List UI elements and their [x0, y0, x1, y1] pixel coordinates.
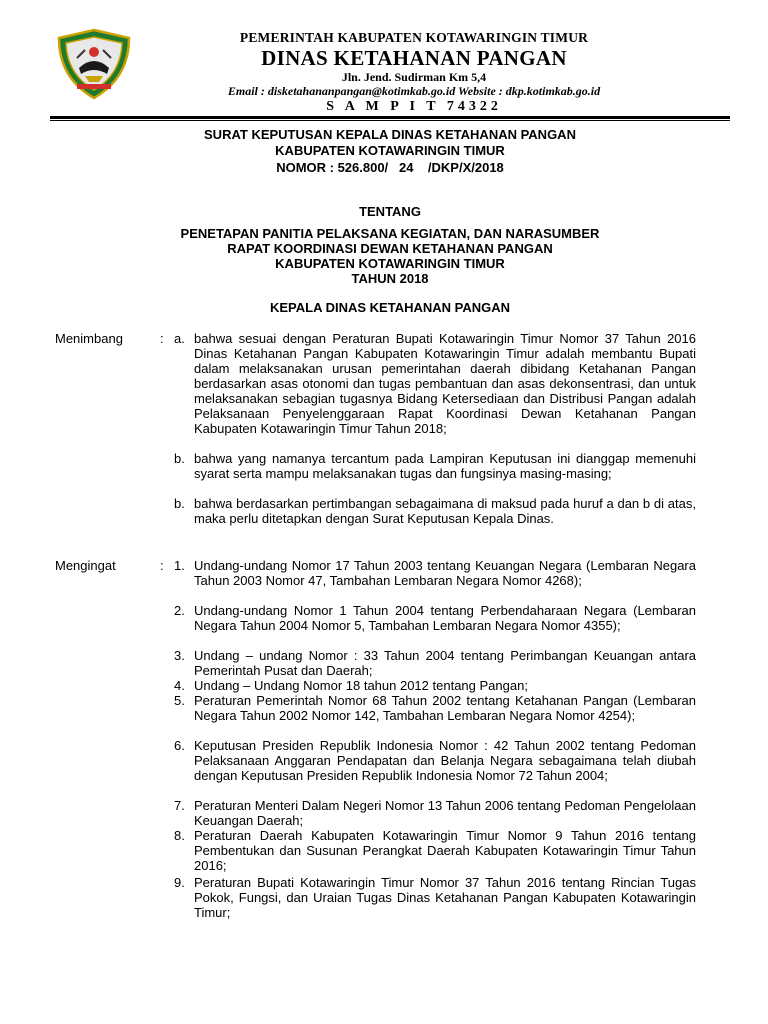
list-item-text: Peraturan Menteri Dalam Negeri Nomor 13 Tahun 2006 tentang Pedoman Pengelolaan Keuangan Daerah;	[194, 798, 696, 828]
list-item-text: Peraturan Daerah Kabupaten Kotawaringin Timur Nomor 9 Tahun 2016 tentang Pembentukan dan Susunan Perangkat Daerah Kabupaten Kotawaringin Timur Tahun 2016;	[194, 828, 696, 873]
menimbang-item	[174, 496, 696, 526]
list-item-text: Peraturan Bupati Kotawaringin Timur Nomor 37 Tahun 2016 tentang Rincian Tugas Pokok, Fungsi, dan Uraian Tugas Dinas Ketahanan Pangan Kabupaten Kotawaringin Timur;	[194, 875, 696, 920]
letterhead	[0, 0, 768, 112]
mengingat-item	[174, 678, 696, 693]
about-line3: KABUPATEN KOTAWARINGIN TIMUR	[275, 256, 505, 271]
regency-emblem-icon	[55, 28, 133, 100]
letterhead-contact: Email : disketahananpangan@kotimkab.go.id Website : dkp.kotimkab.go.id	[227, 84, 601, 98]
menimbang-label: Menimbang	[55, 331, 123, 346]
list-item-text: bahwa sesuai dengan Peraturan Bupati Kotawaringin Timur Nomor 37 Tahun 2016 Dinas Ketahanan Pangan Kabupaten Kotawaringin Timur adalah membantu Bupati dalam melaksanakan urusan pemerintahan daerah dibidang Ketahanan Pangan berdasarkan asas otonomi dan tugas pembantuan dan asas dekonsentrasi, dan untuk melaksanakan sebagian tugasnya Bidang Ketersediaan dan Distribusi Pangan adalah Pelaksanaan Penyelenggaraan Rapat Koordinasi Dewan Ketahanan Pangan Kabupaten Kotawaringin Timur Tahun 2018;	[194, 331, 696, 436]
decree-title-line2: KABUPATEN KOTAWARINGIN TIMUR	[275, 143, 505, 158]
about-line1: PENETAPAN PANITIA PELAKSANA KEGIATAN, DAN NARASUMBER	[180, 226, 600, 241]
list-marker: a.	[174, 331, 185, 346]
list-marker: b.	[174, 451, 185, 466]
mengingat-item	[174, 558, 696, 588]
mengingat-item	[174, 648, 696, 678]
list-marker: 6.	[174, 738, 185, 753]
about-line4: TAHUN 2018	[351, 271, 429, 286]
mengingat-item	[174, 693, 696, 723]
mengingat-item	[174, 603, 696, 633]
letterhead-divider-thin	[50, 120, 730, 121]
list-marker: 1.	[174, 558, 185, 573]
mengingat-item	[174, 828, 696, 873]
list-item-text: Undang – undang Nomor : 33 Tahun 2004 tentang Perimbangan Keuangan antara Pemerintah Pusat dan Daerah;	[194, 648, 696, 678]
about-line2: RAPAT KOORDINASI DEWAN KETAHANAN PANGAN	[227, 241, 553, 256]
letterhead-address: Jln. Jend. Sudirman Km 5,4	[341, 70, 487, 84]
list-marker: 8.	[174, 828, 185, 843]
letterhead-city: S A M P I T 74322	[326, 99, 502, 114]
decree-title-line1: SURAT KEPUTUSAN KEPALA DINAS KETAHANAN PANGAN	[204, 127, 576, 142]
mengingat-colon: :	[160, 558, 164, 573]
list-item-text: bahwa berdasarkan pertimbangan sebagaimana di maksud pada huruf a dan b di atas, maka perlu ditetapkan dengan Surat Keputusan Kepala Dinas.	[194, 496, 696, 526]
list-item-text: Peraturan Pemerintah Nomor 68 Tahun 2002 tentang Ketahanan Pangan (Lembaran Negara Tahun 2002 Nomor 142, Tambahan Lembaran Negara Nomor 4254);	[194, 693, 696, 723]
letterhead-agency: DINAS KETAHANAN PANGAN	[261, 46, 567, 70]
list-marker: 5.	[174, 693, 185, 708]
list-marker: 3.	[174, 648, 185, 663]
list-marker: 4.	[174, 678, 185, 693]
list-item-text: bahwa yang namanya tercantum pada Lampiran Keputusan ini dianggap memenuhi syarat serta mampu melaksanakan tugas dan fungsinya masing-masing;	[194, 451, 696, 481]
list-marker: b.	[174, 496, 185, 511]
list-marker: 9.	[174, 875, 185, 890]
list-marker: 7.	[174, 798, 185, 813]
mengingat-label: Mengingat	[55, 558, 116, 573]
menimbang-item	[174, 451, 696, 481]
menimbang-item	[174, 331, 696, 436]
decree-number: NOMOR : 526.800/ 24 /DKP/X/2018	[276, 160, 504, 175]
letterhead-divider	[50, 116, 730, 119]
mengingat-item	[174, 875, 696, 920]
menimbang-colon: :	[160, 331, 164, 346]
mengingat-item	[174, 798, 696, 828]
issuer-heading: KEPALA DINAS KETAHANAN PANGAN	[269, 300, 511, 315]
letterhead-government: PEMERINTAH KABUPATEN KOTAWARINGIN TIMUR	[239, 30, 589, 45]
about-heading: TENTANG	[359, 204, 421, 219]
list-item-text: Undang – Undang Nomor 18 tahun 2012 tentang Pangan;	[194, 678, 528, 693]
list-item-text: Undang-undang Nomor 17 Tahun 2003 tentang Keuangan Negara (Lembaran Negara Tahun 2003 Nomor 47, Tambahan Lembaran Negara Nomor 4268);	[194, 558, 696, 588]
mengingat-item	[174, 738, 696, 783]
list-item-text: Keputusan Presiden Republik Indonesia Nomor : 42 Tahun 2002 tentang Pedoman Pelaksanaan Anggaran Pendapatan dan Belanja Negara sebagaimana telah diubah dengan Keputusan Presiden Republik Indonesia Nomor 72 Tahun 2004;	[194, 738, 696, 783]
list-marker: 2.	[174, 603, 185, 618]
list-item-text: Undang-undang Nomor 1 Tahun 2004 tentang Perbendaharaan Negara (Lembaran Negara Tahun 2004 Nomor 5, Tambahan Lembaran Negara Nomor 4355);	[194, 603, 696, 633]
